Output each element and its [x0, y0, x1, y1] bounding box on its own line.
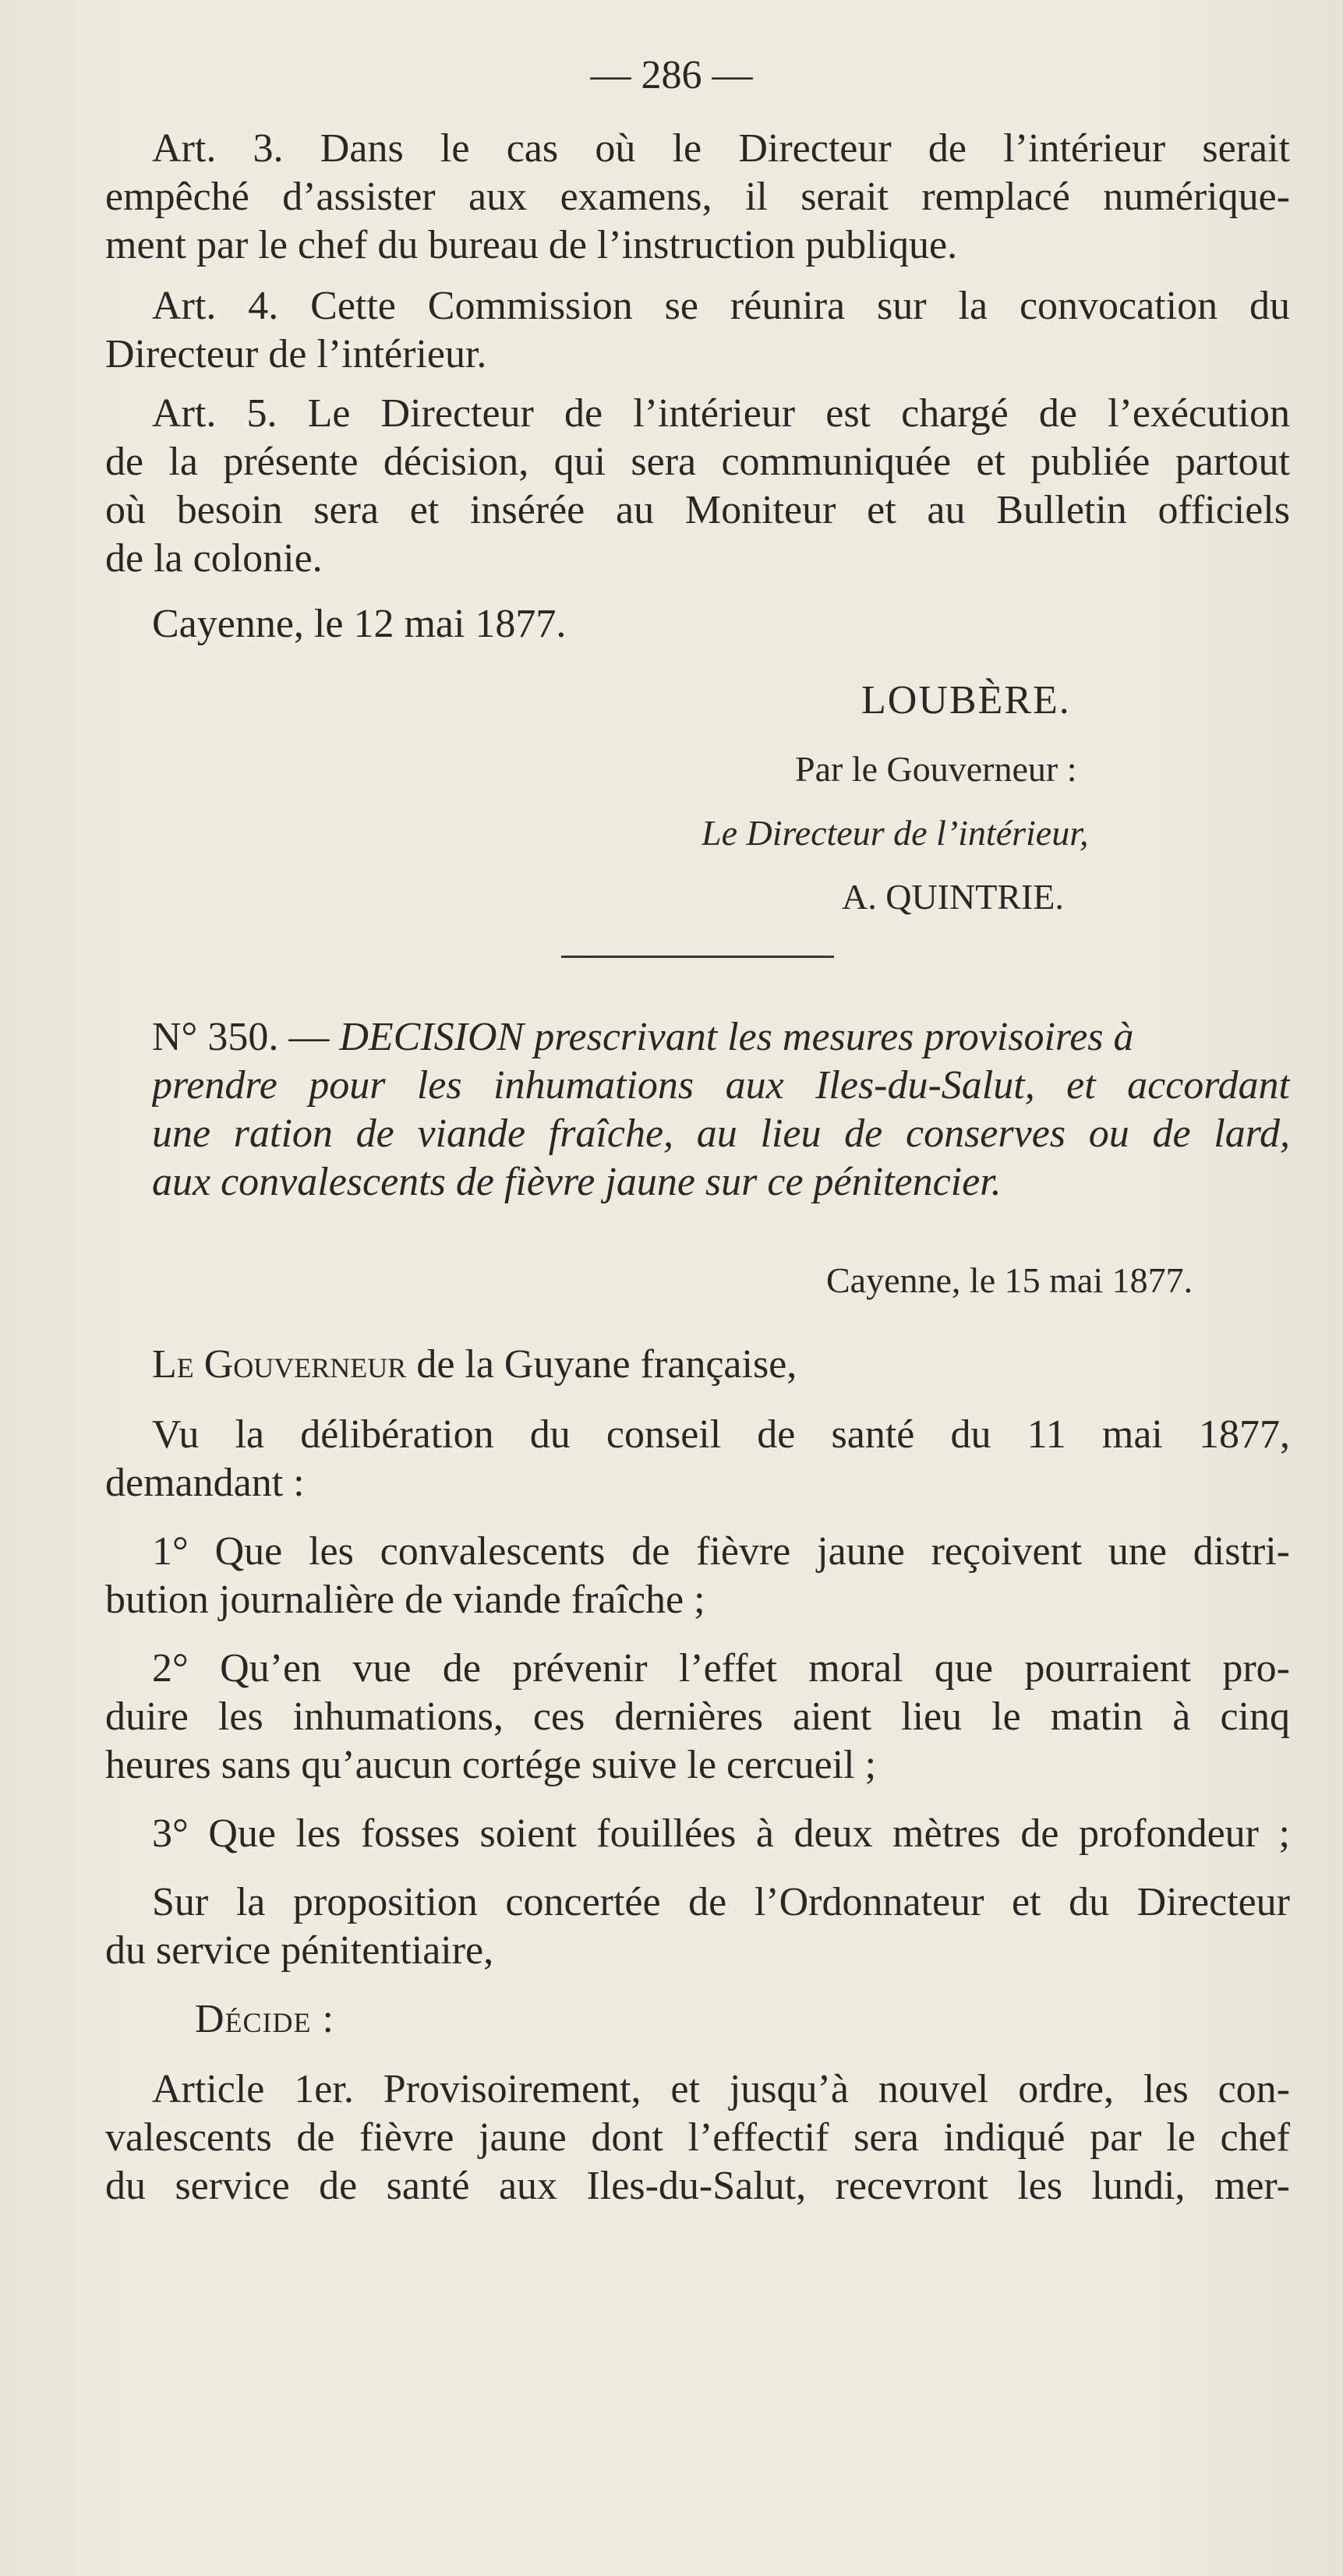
- signature-title: Le Directeur de l’intérieur,: [702, 813, 1089, 853]
- proposition-line-1: Sur la proposition concertée de l’Ordonnateur et du Directeur: [152, 1880, 1290, 1924]
- art4-line-2: Directeur de l’intérieur.: [105, 332, 487, 376]
- point2-line-2: duire les inhumations, ces dernières aient lieu le matin à cinq: [105, 1694, 1290, 1739]
- decision-date: Cayenne, le 15 mai 1877.: [826, 1260, 1193, 1300]
- point2-line-3: heures sans qu’aucun cortége suive le cercueil ;: [105, 1743, 877, 1787]
- art5-line-4: de la colonie.: [105, 536, 323, 581]
- decision-title-line-4: aux convalescents de fièvre jaune sur ce pénitencier.: [152, 1160, 1002, 1204]
- date-12-mai: Cayenne, le 12 mai 1877.: [152, 602, 567, 646]
- art5-line-3: où besoin sera et insérée au Moniteur et au Bulletin officiels: [105, 488, 1290, 532]
- vu-line-1: Vu la délibération du conseil de santé du 11 mai 1877,: [152, 1412, 1290, 1457]
- decide-heading: Décide :: [195, 1997, 334, 2041]
- signature-signer: A. QUINTRIE.: [842, 877, 1064, 917]
- art3-line-1: Art. 3. Dans le cas où le Directeur de l’intérieur serait: [152, 126, 1290, 171]
- decision-title-line-3: une ration de viande fraîche, au lieu de conserves ou de lard,: [152, 1111, 1290, 1156]
- article1-line-1: Article 1er. Provisoirement, et jusqu’à nouvel ordre, les con-: [152, 2067, 1290, 2111]
- art3-line-3: ment par le chef du bureau de l’instruction publique.: [105, 223, 958, 267]
- point1-line-1: 1° Que les convalescents de fièvre jaune reçoivent une distri-: [152, 1529, 1290, 1574]
- decision-title-line-2: prendre pour les inhumations aux Iles-du-Salut, et accordant: [152, 1063, 1290, 1108]
- proposition-line-2: du service pénitentiaire,: [105, 1928, 494, 1973]
- vu-line-2: demandant :: [105, 1461, 305, 1505]
- article1-line-2: valescents de fièvre jaune dont l’effectif sera indiqué par le chef: [105, 2115, 1290, 2160]
- decision-title-line-1: DECISION prescrivant les mesures provisoires à: [339, 1015, 1134, 1059]
- decision-heading-line-1: [152, 1013, 1290, 1062]
- article1-line-3: du service de santé aux Iles-du-Salut, recevront les lundi, mer-: [105, 2164, 1290, 2208]
- point1-line-2: bution journalière de viande fraîche ;: [105, 1578, 705, 1622]
- page-number: — 286 —: [590, 53, 753, 97]
- art5-line-2: de la présente décision, qui sera communiquée et publiée partout: [105, 440, 1290, 484]
- gouverneur-line: [152, 1341, 1290, 1389]
- art4-line-1: Art. 4. Cette Commission se réunira sur la convocation du: [152, 284, 1290, 328]
- decision-number: N° 350. —: [152, 1015, 330, 1059]
- gouverneur-head: Le Gouverneur: [152, 1342, 407, 1387]
- gouverneur-rest: de la Guyane française,: [406, 1342, 797, 1387]
- signature-by: Par le Gouverneur :: [795, 749, 1077, 789]
- art5-line-1: Art. 5. Le Directeur de l’intérieur est chargé de l’exécution: [152, 391, 1290, 436]
- point3-line: 3° Que les fosses soient fouillées à deux mètres de profondeur ;: [152, 1811, 1290, 1856]
- section-divider: [561, 956, 834, 958]
- point2-line-1: 2° Qu’en vue de prévenir l’effet moral que pourraient pro-: [152, 1646, 1290, 1691]
- signature-name: LOUBÈRE.: [861, 678, 1071, 723]
- art3-line-2: empêché d’assister aux examens, il serait remplacé numérique-: [105, 175, 1290, 219]
